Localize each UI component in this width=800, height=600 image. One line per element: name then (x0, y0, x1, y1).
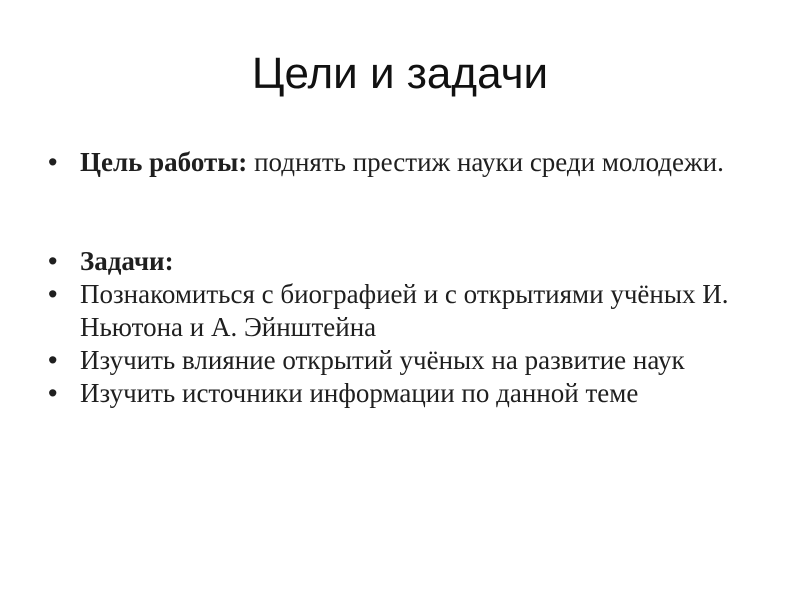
goal-label: Цель работы: (80, 147, 248, 177)
slide-title: Цели и задачи (251, 49, 549, 98)
task-item (48, 344, 748, 377)
task-text: Познакомиться с биографией и с открытиями учёных И. Ньютона и А. Эйнштейна (80, 279, 729, 342)
bullet-icon: • (48, 279, 58, 309)
bullet-icon: • (48, 378, 58, 408)
bullet-icon: • (48, 246, 58, 276)
tasks-heading-item (48, 245, 748, 278)
slide-body (48, 146, 748, 410)
paragraph-spacer (48, 179, 748, 245)
tasks-heading: Задачи: (80, 246, 174, 276)
task-text: Изучить влияние открытий учёных на развитие наук (80, 345, 685, 375)
task-item (48, 278, 748, 344)
task-text: Изучить источники информации по данной теме (80, 378, 639, 408)
goal-item (48, 146, 748, 179)
bullet-icon: • (48, 147, 58, 177)
task-item (48, 377, 748, 410)
goal-text: поднять престиж науки среди молодежи. (247, 147, 724, 177)
bullet-icon: • (48, 345, 58, 375)
